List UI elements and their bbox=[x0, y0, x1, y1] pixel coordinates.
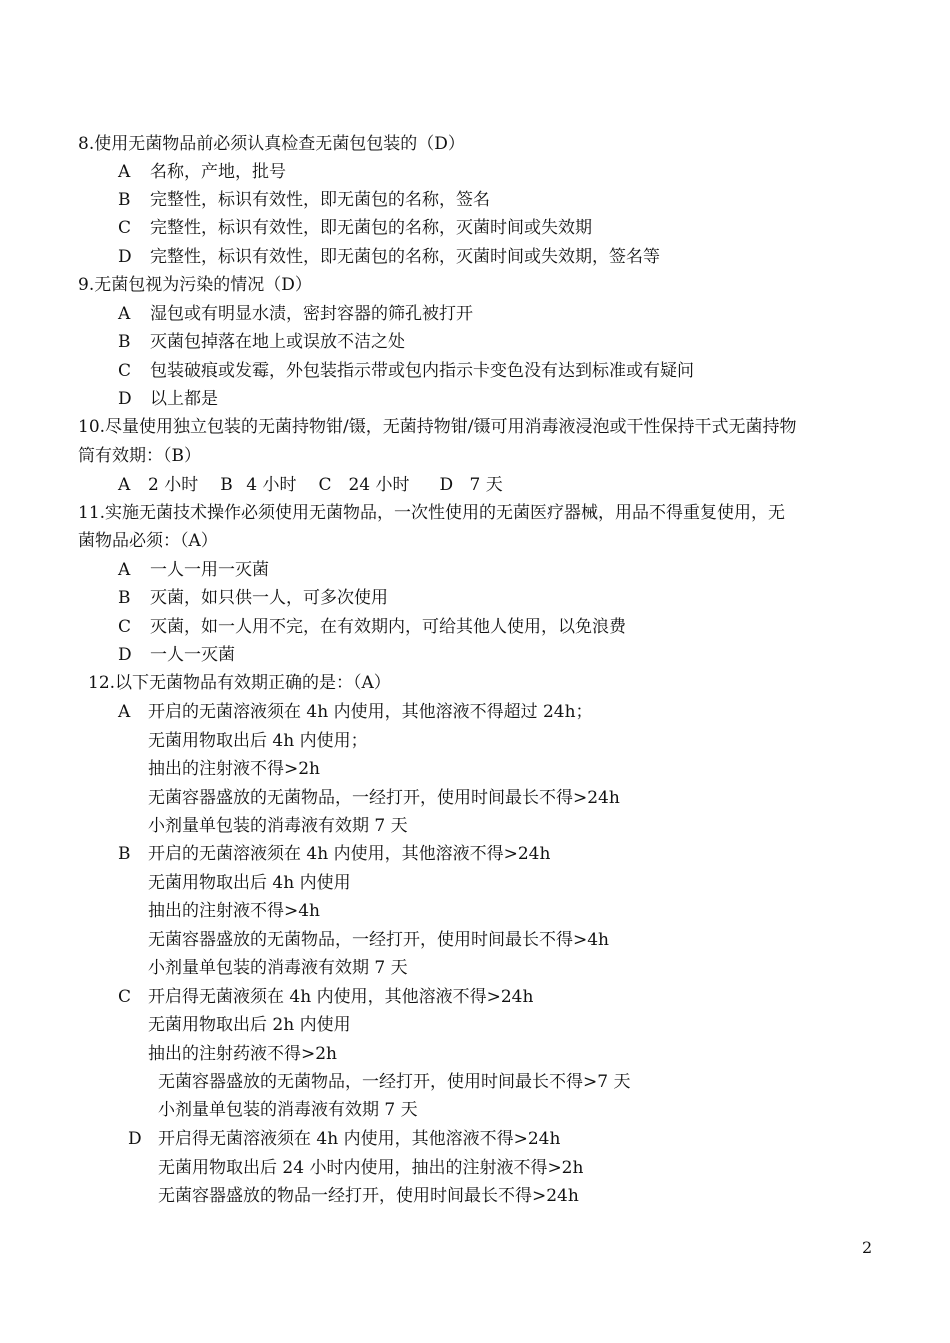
option-letter: A bbox=[118, 162, 131, 182]
question-12-option-a-line: 抽出的注射液不得>2h bbox=[148, 759, 321, 779]
question-12-option-b-line: 无菌容器盛放的无菌物品，一经打开，使用时间最长不得>4h bbox=[148, 930, 610, 950]
question-12-option-d-line: 无菌容器盛放的物品一经打开，使用时间最长不得>24h bbox=[158, 1186, 579, 1206]
question-12-option-c-line: 无菌用物取出后 2h 内使用 bbox=[148, 1015, 351, 1035]
option-letter: C bbox=[118, 617, 132, 637]
question-10-stem-line-1: 10.尽量使用独立包装的无菌持物钳/镊，无菌持物钳/镊可用消毒液浸泡或干性保持干式无菌持物 bbox=[78, 417, 797, 437]
question-8-option-a bbox=[118, 160, 286, 184]
page-number: 2 bbox=[862, 1238, 873, 1257]
option-letter: D bbox=[118, 645, 132, 665]
question-9-stem: 9.无菌包视为污染的情况（D） bbox=[78, 275, 312, 295]
question-10-stem-line-2: 筒有效期：（B） bbox=[78, 446, 201, 466]
question-12-option-d-line: 无菌用物取出后 24 小时内使用，抽出的注射液不得>2h bbox=[158, 1158, 584, 1178]
question-11-stem-line-1: 11.实施无菌技术操作必须使用无菌物品，一次性使用的无菌医疗器械，用品不得重复使用，无 bbox=[78, 503, 786, 523]
option-text: 灭菌，如只供一人，可多次使用 bbox=[150, 588, 388, 608]
question-12-option-d bbox=[128, 1127, 560, 1151]
option-text: 完整性，标识有效性，即无菌包的名称，签名 bbox=[150, 190, 490, 210]
question-11-option-b bbox=[118, 586, 388, 610]
question-8-option-d bbox=[118, 245, 660, 269]
question-11-stem-line-2: 菌物品必须：（A） bbox=[78, 531, 218, 551]
question-12-option-c bbox=[118, 985, 533, 1009]
option-text: 一人一灭菌 bbox=[150, 645, 235, 665]
question-12-option-a-line: 无菌用物取出后 4h 内使用； bbox=[148, 731, 368, 751]
option-text: 开启的无菌溶液须在 4h 内使用，其他溶液不得超过 24h； bbox=[148, 702, 593, 722]
question-12-option-b-line: 小剂量单包装的消毒液有效期 7 天 bbox=[148, 958, 408, 978]
option-letter: B bbox=[220, 475, 233, 495]
option-text: 湿包或有明显水渍，密封容器的筛孔被打开 bbox=[150, 304, 473, 324]
question-10-options-row bbox=[118, 473, 503, 497]
option-letter: B bbox=[118, 332, 131, 352]
question-12-option-a-line: 小剂量单包装的消毒液有效期 7 天 bbox=[148, 816, 408, 836]
option-letter: D bbox=[439, 475, 454, 495]
question-12-option-c-line: 抽出的注射药液不得>2h bbox=[148, 1044, 338, 1064]
option-letter: B bbox=[118, 190, 131, 210]
question-12-stem: 12.以下无菌物品有效期正确的是：（A） bbox=[88, 673, 391, 693]
option-letter: A bbox=[118, 475, 131, 495]
option-letter: B bbox=[118, 588, 131, 608]
option-letter: C bbox=[318, 475, 332, 495]
option-text: 开启的无菌溶液须在 4h 内使用，其他溶液不得>24h bbox=[148, 844, 551, 864]
question-8-option-c bbox=[118, 216, 592, 240]
option-text: 开启得无菌液须在 4h 内使用，其他溶液不得>24h bbox=[148, 987, 534, 1007]
question-9-option-c bbox=[118, 359, 694, 383]
option-text: 灭菌包掉落在地上或误放不洁之处 bbox=[150, 332, 405, 352]
question-12-option-a-line: 无菌容器盛放的无菌物品，一经打开，使用时间最长不得>24h bbox=[148, 788, 620, 808]
question-12-option-c-line: 无菌容器盛放的无菌物品，一经打开，使用时间最长不得>7 天 bbox=[158, 1072, 631, 1092]
question-11-option-a bbox=[118, 558, 269, 582]
question-12-option-b-line: 无菌用物取出后 4h 内使用 bbox=[148, 873, 351, 893]
option-text: 开启得无菌溶液须在 4h 内使用，其他溶液不得>24h bbox=[158, 1129, 561, 1149]
option-text: 包装破痕或发霉，外包装指示带或包内指示卡变色没有达到标准或有疑问 bbox=[150, 361, 694, 381]
question-12-option-b bbox=[118, 842, 550, 866]
option-text: 7 天 bbox=[469, 475, 503, 495]
option-text: 完整性，标识有效性，即无菌包的名称，灭菌时间或失效期，签名等 bbox=[150, 247, 660, 267]
option-letter: D bbox=[118, 247, 132, 267]
question-11-option-c bbox=[118, 615, 626, 639]
question-9-option-a bbox=[118, 302, 473, 326]
option-letter: A bbox=[118, 560, 131, 580]
option-text: 24 小时 bbox=[348, 475, 410, 495]
option-text: 以上都是 bbox=[150, 389, 218, 409]
option-letter: D bbox=[118, 389, 132, 409]
option-text: 名称，产地，批号 bbox=[150, 162, 286, 182]
option-text: 4 小时 bbox=[246, 475, 297, 495]
question-9-option-b bbox=[118, 330, 405, 354]
option-letter: B bbox=[118, 844, 131, 864]
question-12-option-a bbox=[118, 700, 593, 724]
option-letter: A bbox=[118, 304, 131, 324]
question-12-option-c-line: 小剂量单包装的消毒液有效期 7 天 bbox=[158, 1100, 418, 1120]
option-letter: C bbox=[118, 361, 132, 381]
question-8-stem: 8.使用无菌物品前必须认真检查无菌包包装的（D） bbox=[78, 134, 465, 154]
option-letter: D bbox=[128, 1129, 142, 1149]
option-text: 一人一用一灭菌 bbox=[150, 560, 269, 580]
option-text: 2 小时 bbox=[148, 475, 199, 495]
option-letter: A bbox=[118, 702, 131, 722]
option-text: 完整性，标识有效性，即无菌包的名称，灭菌时间或失效期 bbox=[150, 218, 592, 238]
question-8-option-b bbox=[118, 188, 490, 212]
question-11-option-d bbox=[118, 643, 235, 667]
option-letter: C bbox=[118, 218, 132, 238]
option-letter: C bbox=[118, 987, 132, 1007]
question-9-option-d bbox=[118, 387, 218, 411]
question-12-option-b-line: 抽出的注射液不得>4h bbox=[148, 901, 321, 921]
option-text: 灭菌，如一人用不完，在有效期内，可给其他人使用，以免浪费 bbox=[150, 617, 626, 637]
